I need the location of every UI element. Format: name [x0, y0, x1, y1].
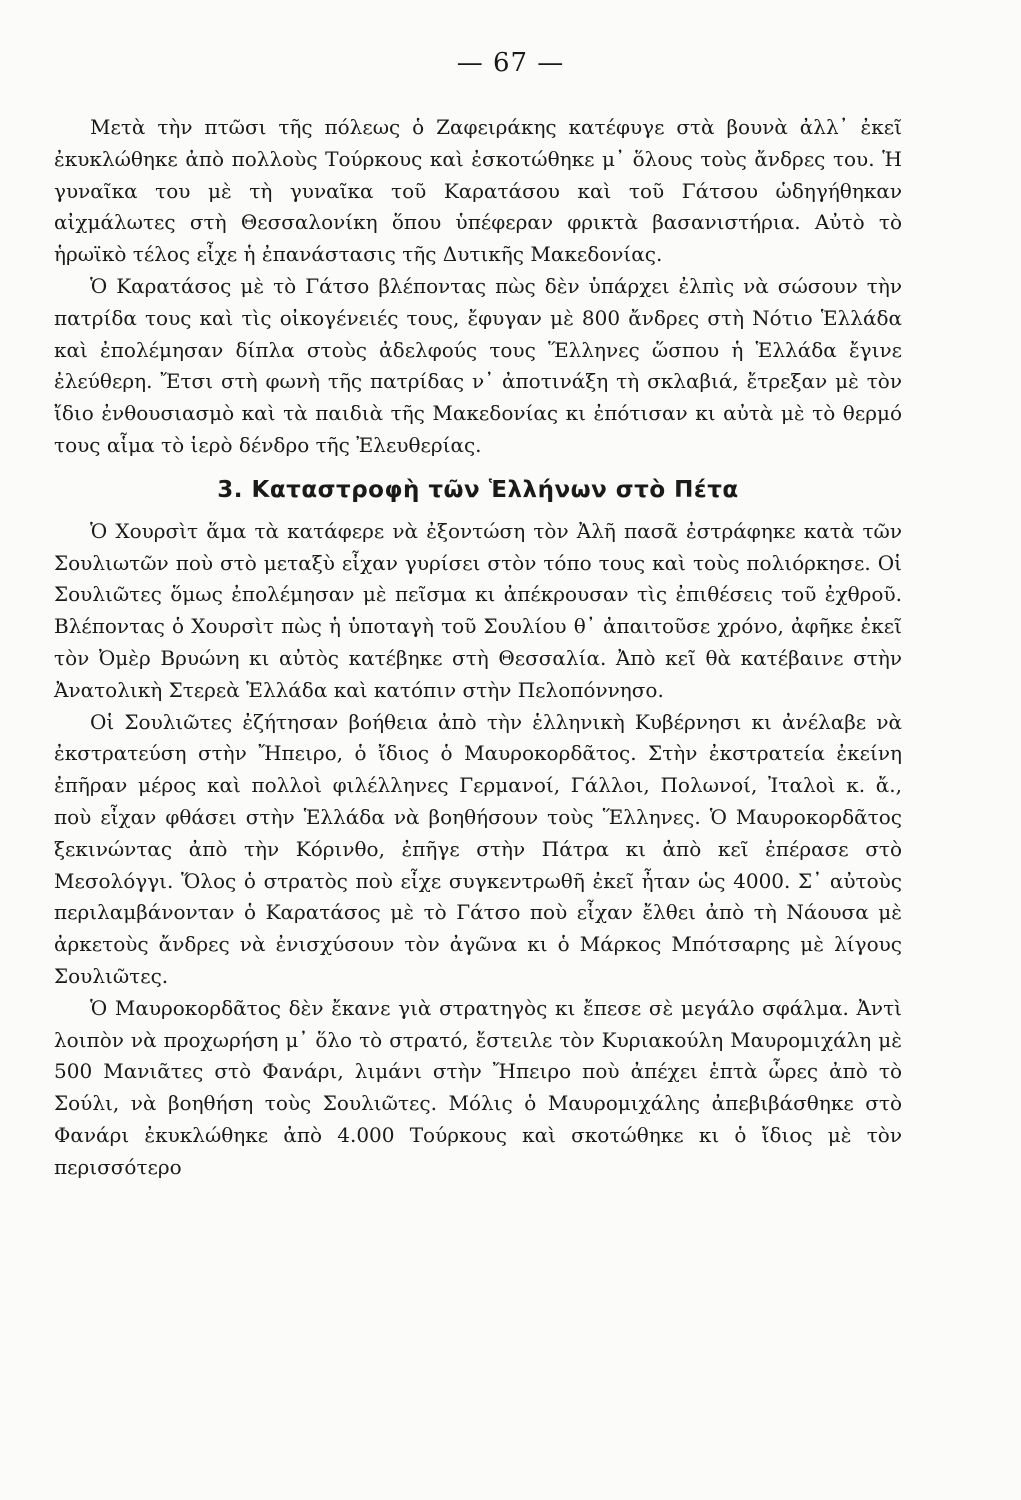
- paragraph: Μετὰ τὴν πτῶσι τῆς πόλεως ὁ Ζαφειράκης κατέφυγε στὰ βουνὰ ἀλλ᾽ ἐκεῖ ἐκυκλώθηκε ἀπὸ πολλοὺς Τούρκους καὶ ἐσκοτώθηκε μ᾽ ὅλους τοὺς ἄνδρες του. Ἡ γυναῖκα του μὲ τὴ γυναῖκα τοῦ Καρατάσου καὶ τοῦ Γάτσου ὡδηγήθηκαν αἰχμάλωτες στὴ Θεσσαλονίκη ὅπου ὑπέφεραν φρικτὰ βασανιστήρια. Αὐτὸ τὸ ἡρωϊκὸ τέλος εἶχε ἡ ἐπανάστασις τῆς Δυτικῆς Μακεδονίας.: [54, 115, 902, 267]
- paragraph: Ὁ Μαυροκορδᾶτος δὲν ἔκανε γιὰ στρατηγὸς κι ἔπεσε σὲ μεγάλο σφάλμα. Ἀντὶ λοιπὸν νὰ προχωρήση μ᾽ ὅλο τὸ στρατό, ἔστειλε τὸν Κυριακούλη Μαυρομιχάλη μὲ 500 Μανιᾶτες στὸ Φανάρι, λιμάνι στὴν Ἤπειρο ποὺ ἀπέχει ἑπτὰ ὧρες ἀπὸ τὸ Σούλι, νὰ βοηθήση τοὺς Σουλιῶτες. Μόλις ὁ Μαυρομιχάλης ἀπεβιβάσθηκε στὸ Φανάρι ἐκυκλώθηκε ἀπὸ 4.000 Τούρκους καὶ σκοτώθηκε κι ὁ ἴδιος μὲ τὸν περισσότερο: [54, 995, 902, 1179]
- paragraph: Ὁ Καρατάσος μὲ τὸ Γάτσο βλέποντας πὼς δὲν ὑπάρχει ἐλπὶς νὰ σώσουν τὴν πατρίδα τους καὶ τὶς οἰκογένειές τους, ἔφυγαν μὲ 800 ἄνδρες στὴ Νότιο Ἑλλάδα καὶ ἐπολέμησαν δίπλα στοὺς ἀδελφούς τους Ἕλληνες ὥσπου ἡ Ἑλλάδα ἔγινε ἐλεύθερη. Ἔτσι στὴ φωνὴ τῆς πατρίδας ν᾽ ἀποτινάξη τὴ σκλαβιά, ἔτρεξαν μὲ τὸν ἴδιο ἐνθουσιασμὸ καὶ τὰ παιδιὰ τῆς Μακεδονίας κι ἐπότισαν κι αὐτὰ μὲ τὸ θερμό τους αἷμα τὸ ἱερὸ δένδρο τῆς Ἐλευθερίας.: [54, 273, 902, 457]
- paragraph: Ὁ Χουρσὶτ ἅμα τὰ κατάφερε νὰ ἐξοντώση τὸν Ἀλῆ πασᾶ ἐστράφηκε κατὰ τῶν Σουλιωτῶν ποὺ στὸ μεταξὺ εἶχαν γυρίσει στὸν τόπο τους καὶ τοὺς πολιόρκησε. Οἱ Σουλιῶτες ὅμως ἐπολέμησαν μὲ πεῖσμα κι ἀπέκρουσαν τὶς ἐπιθέσεις τοῦ ἐχθροῦ. Βλέποντας ὁ Χουρσὶτ πὼς ἡ ὑποταγὴ τοῦ Σουλίου θ᾽ ἀπαιτοῦσε χρόνο, ἀφῆκε ἐκεῖ τὸν Ὀμὲρ Βρυώνη κι αὐτὸς κατέβηκε στὴ Θεσσαλία. Ἀπὸ κεῖ θὰ κατέβαινε στὴν Ἀνατολικὴ Στερεὰ Ἑλλάδα καὶ κατόπιν στὴν Πελοπόννησο.: [54, 518, 902, 702]
- page-body: [54, 112, 902, 1184]
- page-number: — 67 —: [456, 48, 565, 78]
- paragraph: Οἱ Σουλιῶτες ἐζήτησαν βοήθεια ἀπὸ τὴν ἑλληνικὴ Κυβέρνησι κι ἀνέλαβε νὰ ἐκστρατεύση στὴν Ἤπειρο, ὁ ἴδιος ὁ Μαυροκορδᾶτος. Στὴν ἐκστρατεία ἐκείνη ἐπῆραν μέρος καὶ πολλοὶ φιλέλληνες Γερμανοί, Γάλλοι, Πολωνοί, Ἰταλοὶ κ. ἄ., ποὺ εἶχαν φθάσει στὴν Ἑλλάδα νὰ βοηθήσουν τοὺς Ἕλληνες. Ὁ Μαυροκορδᾶτος ξεκινώντας ἀπὸ τὴν Κόρινθο, ἐπῆγε στὴν Πάτρα κι ἀπὸ κεῖ ἐπέρασε στὸ Μεσολόγγι. Ὅλος ὁ στρατὸς ποὺ εἶχε συγκεντρωθῆ ἐκεῖ ἦταν ὡς 4000. Σ᾽ αὐτοὺς περιλαμβάνονταν ὁ Καρατάσος μὲ τὸ Γάτσο ποὺ εἶχαν ἔλθει ἀπὸ τὴ Νάουσα μὲ ἀρκετοὺς ἄνδρες νὰ ἐνισχύσουν τὸν ἀγῶνα κι ὁ Μάρκος Μπότσαρης μὲ λίγους Σουλιῶτες.: [54, 709, 902, 988]
- section-heading: 3. Καταστροφὴ τῶν Ἑλλήνων στὸ Πέτα: [217, 476, 739, 503]
